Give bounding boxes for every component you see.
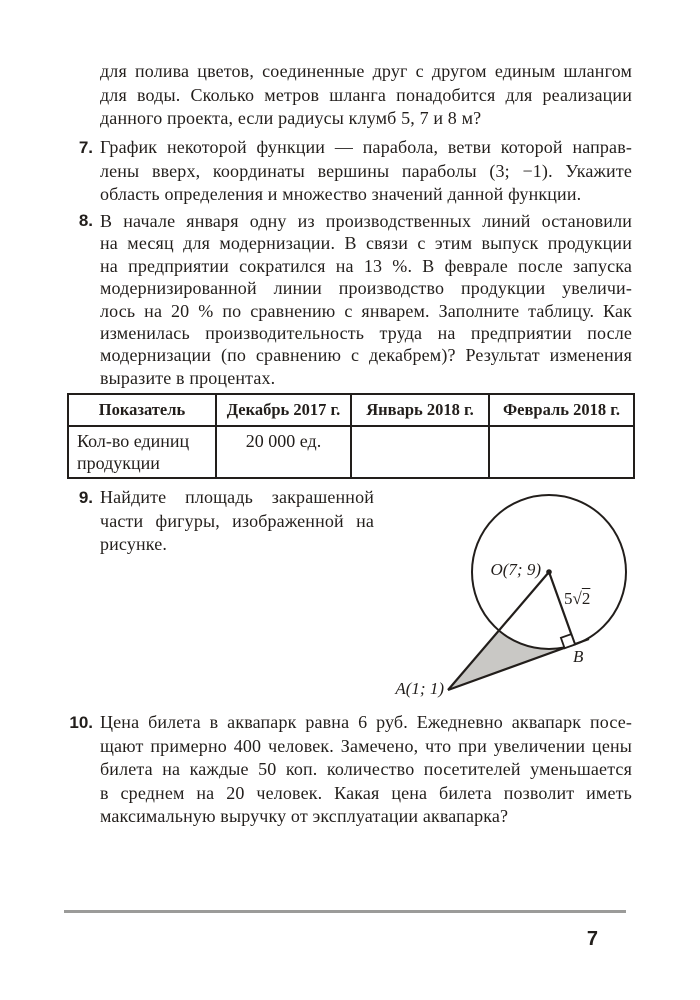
text-line: Найдите площадь закрашенной — [100, 487, 374, 507]
text-line: модернизированной линии производство продукции увеличи- — [100, 278, 632, 299]
text-line: для полива цветов, соединенные друг с другом единым шлангом — [100, 61, 632, 81]
text-line: График некоторой функции — парабола, ветви которой направ- — [100, 137, 632, 157]
table-header-february: Февраль 2018 г. — [489, 394, 634, 426]
circle-tangent-figure — [380, 478, 680, 713]
text-line: рисунке. — [100, 534, 168, 554]
text-line: в среднем на 20 человек. Какая цена билета позволит иметь — [100, 782, 632, 803]
text-line: щают примерно 400 человек. Замечено, что при увеличении цены — [100, 735, 632, 756]
text-line: на месяц для модернизации. В связи с этим выпуск продукции — [100, 233, 632, 254]
cell-december-value: 20 000 ед. — [216, 426, 351, 478]
text-line: части фигуры, изображенной на — [100, 510, 374, 531]
tangent-point-label: B — [573, 647, 584, 666]
table-header-row — [68, 394, 634, 426]
problem-7-number: 7. — [78, 138, 93, 157]
problem-10-text — [100, 711, 632, 829]
radius-length-label: 5√2 — [564, 589, 591, 608]
text-line: В начале января одну из производственных линий остановили — [100, 211, 632, 231]
text-line: Цена билета в аквапарк равна 6 руб. Ежедневно аквапарк посе- — [100, 712, 632, 732]
cell-january-value — [351, 426, 489, 478]
problem-8-number: 8. — [78, 211, 93, 230]
text-line: выразите в процентах. — [100, 367, 276, 388]
cell-units-label: Кол-во единиц продукции — [68, 426, 216, 478]
problem-8-text — [100, 210, 632, 389]
center-point-O — [546, 569, 552, 575]
text-line: максимальную выручку от эксплуатации аквапарка? — [100, 806, 509, 826]
text-line: на предприятии сократился на 13 %. В феврале после запуска — [100, 255, 632, 276]
problem-7-text — [100, 136, 632, 207]
text-line: для воды. Сколько метров шланга понадобится для реализации — [100, 84, 632, 105]
table-header-december: Декабрь 2017 г. — [216, 394, 351, 426]
production-table — [67, 393, 635, 479]
center-label: O(7; 9) — [490, 560, 541, 579]
external-point-label: A(1; 1) — [395, 679, 444, 698]
text-line: данного проекта, если радиусы клумб 5, 7 и 8 м? — [100, 108, 482, 128]
problem-9-number: 9. — [78, 488, 93, 507]
figure-drawing — [380, 478, 680, 713]
problem-10-number: 10. — [69, 713, 93, 732]
table-header-indicator: Показатель — [68, 394, 216, 426]
table-header-january: Январь 2018 г. — [351, 394, 489, 426]
text-line: лось на 20 % по сравнению с январем. Заполните таблицу. Как — [100, 300, 632, 321]
page-number: 7 — [586, 928, 598, 950]
text-line: область определения и множество значений данной функции. — [100, 184, 582, 204]
text-line: билета на каждые 50 коп. количество посетителей уменьшается — [100, 759, 632, 779]
intro-paragraph — [100, 60, 632, 131]
footer-divider — [64, 910, 626, 913]
radical-sign: √ — [572, 589, 582, 608]
text-line: лены вверх, координаты вершины параболы (3; −1). Укажите — [100, 160, 632, 181]
problem-9-text — [100, 486, 374, 557]
table-row — [68, 426, 634, 478]
cell-february-value — [489, 426, 634, 478]
text-line: изменилась производительность труда на предприятии после — [100, 322, 632, 343]
text-line: модернизации (по сравнению с декабрем)? Результат изменения — [100, 345, 632, 366]
